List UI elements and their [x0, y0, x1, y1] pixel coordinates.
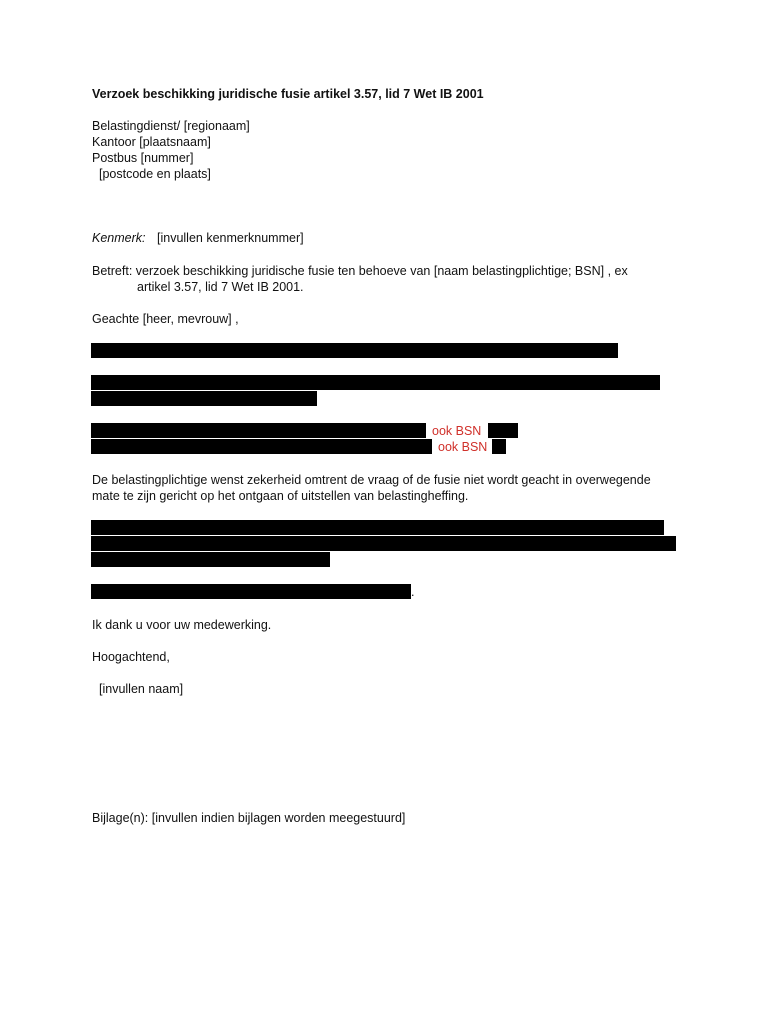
redaction-bar	[91, 343, 618, 358]
redaction-bar	[492, 439, 506, 454]
redaction-period: .	[411, 585, 415, 599]
betreft-line-2: artikel 3.57, lid 7 Wet IB 2001.	[137, 280, 304, 294]
redacted-bsn-fragment: ook BSN	[438, 440, 488, 454]
address-line-4: [postcode en plaats]	[99, 167, 211, 181]
address-line-1: Belastingdienst/ [regionaam]	[92, 119, 250, 133]
paragraph-line-1: De belastingplichtige wenst zekerheid omtrent de vraag of de fusie niet wordt geacht in overwegende	[92, 473, 651, 487]
address-line-2: Kantoor [plaatsnaam]	[92, 135, 211, 149]
signature-placeholder: [invullen naam]	[99, 682, 184, 696]
redaction-bar	[91, 520, 664, 535]
redaction-bar	[91, 536, 676, 551]
salutation: Geachte [heer, mevrouw] ,	[92, 312, 239, 326]
redaction-bar	[488, 423, 518, 438]
closing-line: Hoogachtend,	[92, 650, 170, 664]
redaction-bar	[91, 375, 660, 390]
kenmerk-label: Kenmerk:	[92, 231, 146, 245]
redaction-bar	[91, 439, 432, 454]
redaction-bar	[91, 584, 411, 599]
redaction-bar	[91, 552, 330, 567]
redaction-bar	[91, 391, 317, 406]
redacted-bsn-fragment: ook BSN	[432, 424, 482, 438]
betreft-line-1: Betreft: verzoek beschikking juridische fusie ten behoeve van [naam belastingplichtige; BSN] , ex	[92, 264, 628, 278]
address-line-3: Postbus [nummer]	[92, 151, 194, 165]
bijlage-line: Bijlage(n): [invullen indien bijlagen worden meegestuurd]	[92, 811, 406, 825]
paragraph-line-2: mate te zijn gericht op het ontgaan of uitstellen van belastingheffing.	[92, 489, 469, 503]
redaction-bar	[91, 423, 426, 438]
thanks-line: Ik dank u voor uw medewerking.	[92, 618, 272, 632]
kenmerk-value: [invullen kenmerknummer]	[157, 231, 304, 245]
document-title: Verzoek beschikking juridische fusie artikel 3.57, lid 7 Wet IB 2001	[92, 87, 484, 101]
